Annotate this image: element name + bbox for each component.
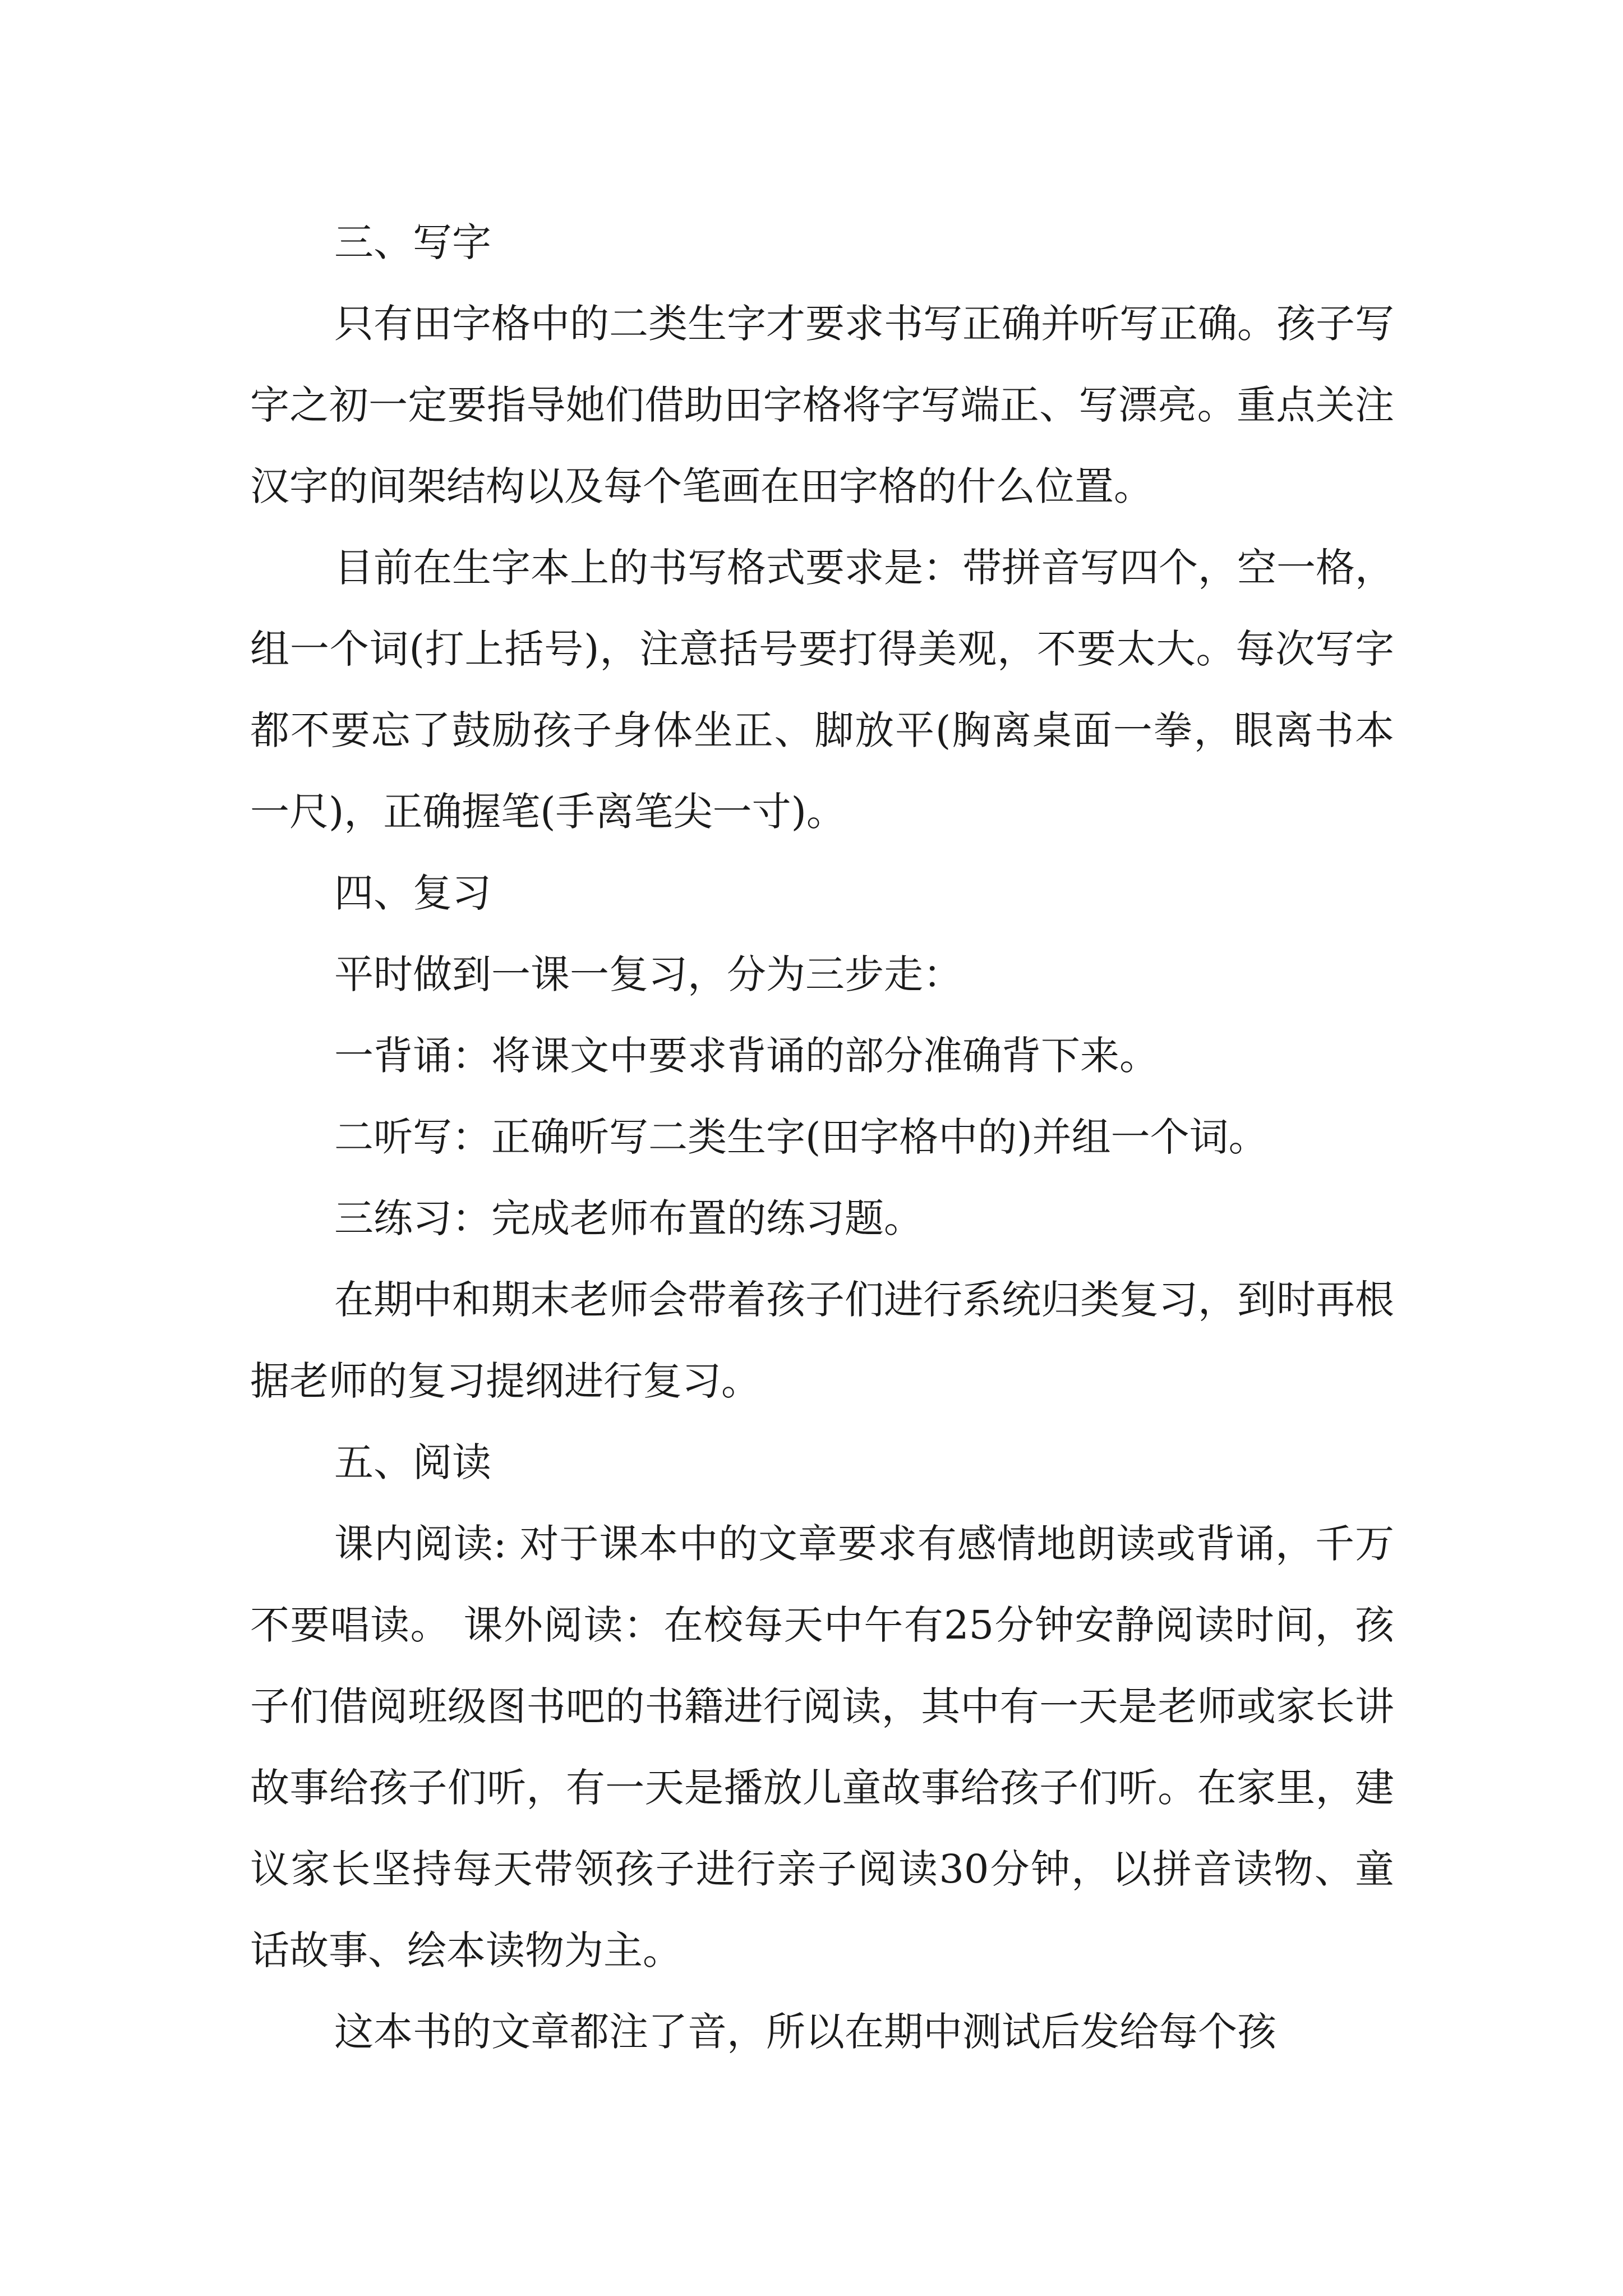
paragraph-review-steps: 平时做到一课一复习，分为三步走：	[334, 951, 962, 997]
paragraph-writing-format: 目前在生字本上的书写格式要求是：带拼音写四个，空一格，组一个词(打上括号)，注意括号要打得美观，不要太大。每次写字都不要忘了鼓励孩子身体坐正、脚放平(胸离桌面一拳，眼离书本一尺)，正确握笔(手离笔尖一寸)。	[250, 545, 1394, 835]
paragraph-writing-requirements: 只有田字格中的二类生字才要求书写正确并听写正确。孩子写字之初一定要指导她们借助田字格将字写端正、写漂亮。重点关注汉字的间架结构以及每个笔画在田字格的什么位置。	[250, 301, 1394, 509]
paragraph-reading-book: 这本书的文章都注了音，所以在期中测试后发给每个孩	[334, 2009, 1276, 2055]
paragraph-reading-details: 课内阅读: 对于课本中的文章要求有感情地朗读或背诵，千万不要唱读。 课外阅读：在校每天中午有25分钟安静阅读时间，孩子们借阅班级图书吧的书籍进行阅读，其中有一天是老师或家长讲故事给孩子们听，有一天是播放儿童故事给孩子们听。在家里，建议家长坚持每天带领孩子进行亲子阅读30分钟，以拼音读物、童话故事、绘本读物为主。	[250, 1521, 1394, 1973]
section-heading-reading: 五、阅读	[334, 1439, 491, 1485]
document-body	[250, 202, 1394, 2073]
section-heading-review: 四、复习	[334, 870, 491, 916]
paragraph-review-step-1: 一背诵：将课文中要求背诵的部分准确背下来。	[334, 1033, 1159, 1079]
section-heading-writing: 三、写字	[334, 219, 491, 265]
paragraph-review-step-2: 二听写：正确听写二类生字(田字格中的)并组一个词。	[334, 1114, 1268, 1160]
paragraph-review-step-3: 三练习：完成老师布置的练习题。	[334, 1195, 923, 1241]
paragraph-review-midterm: 在期中和期末老师会带着孩子们进行系统归类复习，到时再根据老师的复习提纲进行复习。	[250, 1277, 1394, 1404]
